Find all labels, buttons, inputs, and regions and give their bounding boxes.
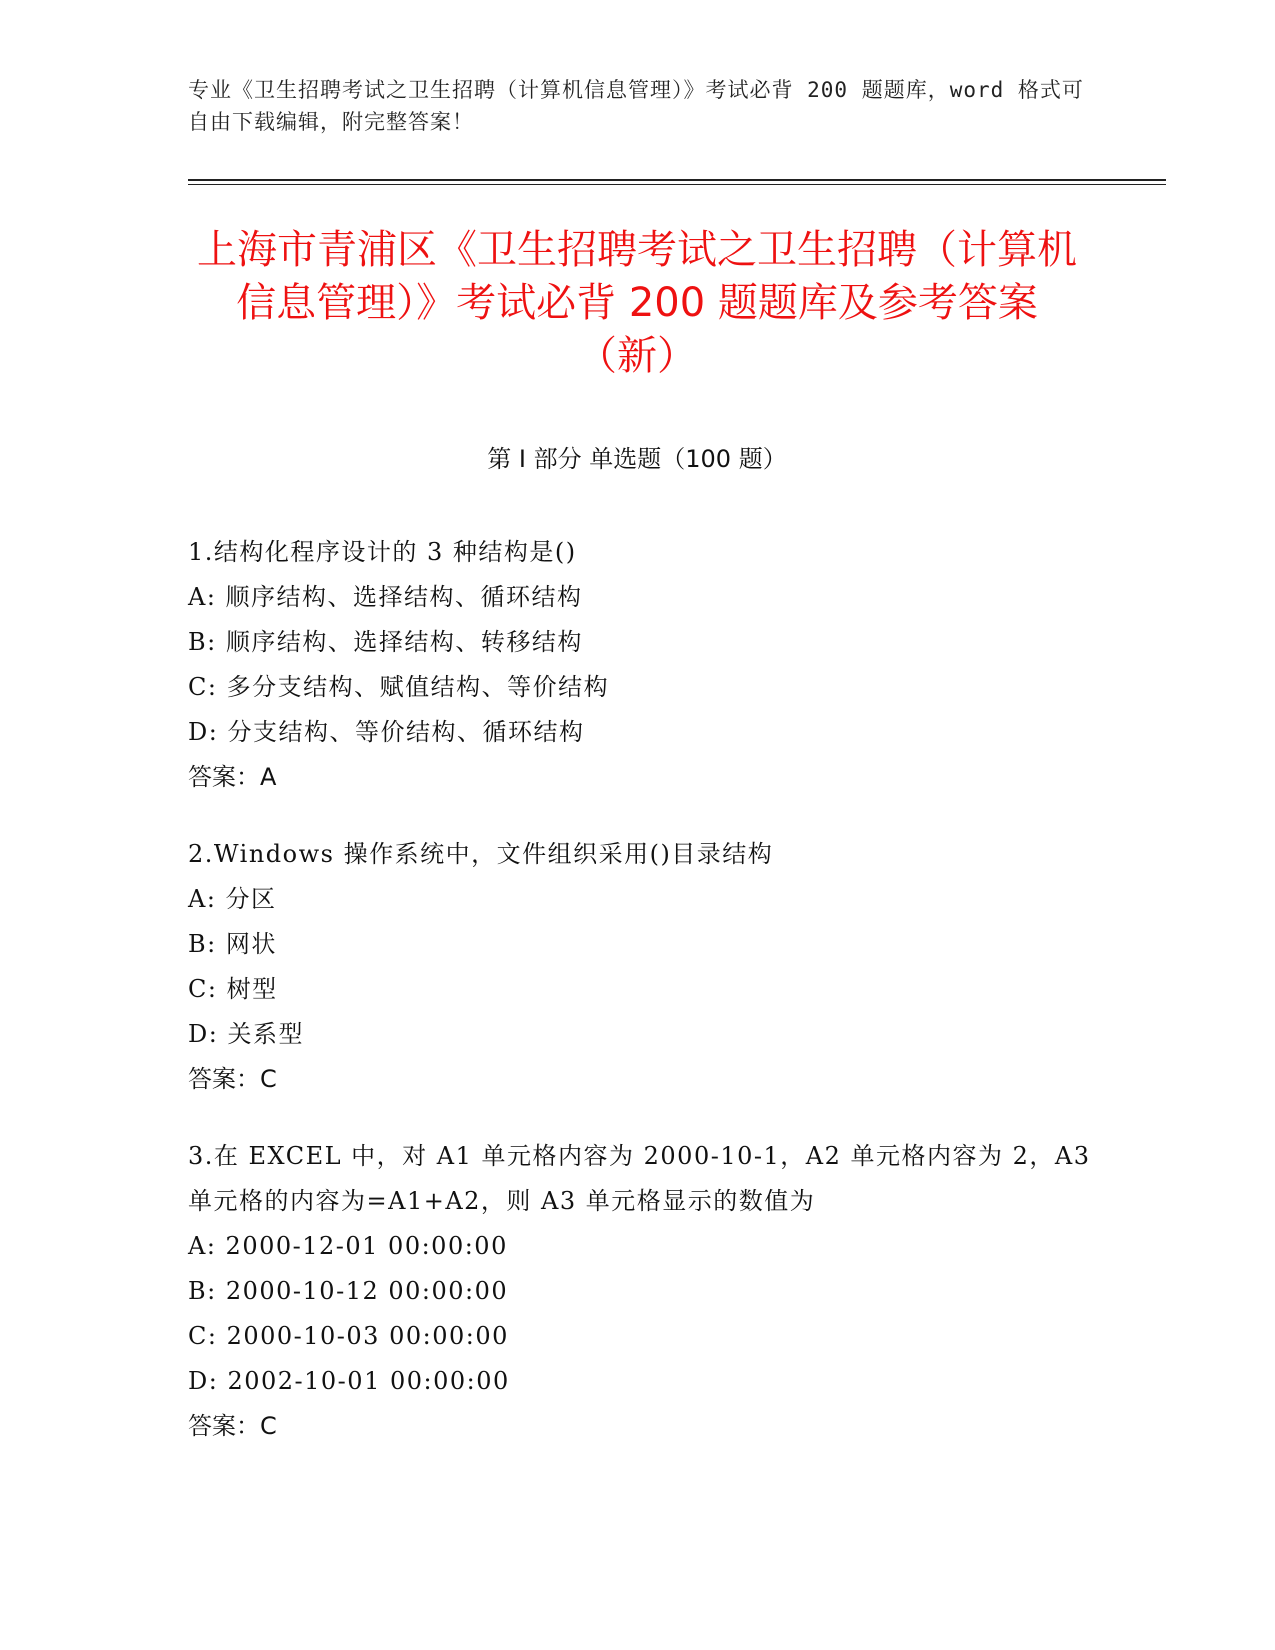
option-d: D: 2002-10-01 00:00:00 xyxy=(188,1367,510,1395)
option-b: B: 2000-10-12 00:00:00 xyxy=(188,1277,509,1305)
header-divider-thick xyxy=(188,179,1166,181)
option-c: C: 树型 xyxy=(188,975,278,1003)
question-1 xyxy=(188,530,1108,800)
question-3 xyxy=(188,1134,1108,1449)
option-a: A: 顺序结构、选择结构、循环结构 xyxy=(188,583,583,611)
document-title: 上海市青浦区《卫生招聘考试之卫生招聘（计算机信息管理）》考试必背 200 题题库及参考答案（新） xyxy=(197,227,1077,379)
option-b: B: 顺序结构、选择结构、转移结构 xyxy=(188,628,583,656)
question-stem: 1.结构化程序设计的 3 种结构是() xyxy=(188,538,577,566)
option-d: D: 关系型 xyxy=(188,1020,304,1048)
answer: 答案：C xyxy=(188,1412,277,1440)
option-c: C: 多分支结构、赋值结构、等价结构 xyxy=(188,673,610,701)
option-a: A: 2000-12-01 00:00:00 xyxy=(188,1232,508,1260)
header-note: 专业《卫生招聘考试之卫生招聘（计算机信息管理）》考试必背 200 题题库，word 格式可自由下载编辑，附完整答案！ xyxy=(188,78,1084,134)
header-divider-thin xyxy=(188,184,1166,185)
question-stem: 3.在 EXCEL 中，对 A1 单元格内容为 2000-10-1，A2 单元格内容为 2，A3 单元格的内容为=A1+A2，则 A3 单元格显示的数值为 xyxy=(188,1142,1091,1215)
question-list xyxy=(188,530,1108,1481)
answer: 答案：A xyxy=(188,763,277,791)
question-2 xyxy=(188,832,1108,1102)
option-d: D: 分支结构、等价结构、循环结构 xyxy=(188,718,585,746)
option-c: C: 2000-10-03 00:00:00 xyxy=(188,1322,509,1350)
answer: 答案：C xyxy=(188,1065,277,1093)
question-stem: 2.Windows 操作系统中，文件组织采用()目录结构 xyxy=(188,840,774,868)
option-a: A: 分区 xyxy=(188,885,277,913)
option-b: B: 网状 xyxy=(188,930,277,958)
section-title: 第 I 部分 单选题（100 题） xyxy=(487,445,787,473)
